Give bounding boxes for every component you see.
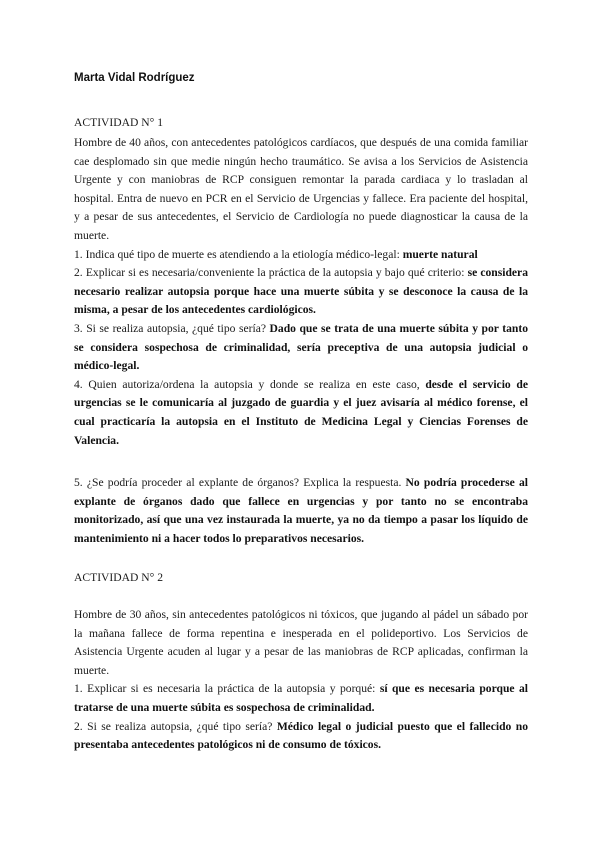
activity-1-case: Hombre de 40 años, con antecedentes patológicos cardíacos, que después de una comida familiar cae desplomado sin que medie ningún hecho traumático. Se avisa a los Servicios de Asistencia Urgente y con maniobras de RCP consiguen remontar la parada cardiaca y lo trasladan al hospital. Entra de nuevo en PCR en el Servicio de Urgencias y fallece. Era paciente del hospital, y a pesar de sus antecedentes, el Servicio de Cardiología no puede diagnosticar la causa de la muerte.	[74, 136, 528, 242]
activity-2-question-1	[74, 680, 528, 717]
activity-2-question-2	[74, 718, 528, 755]
activity-1-body	[74, 134, 528, 450]
activity-1-question-1	[74, 246, 528, 265]
answer-text: se considera necesario realizar autopsia porque hace una muerte súbita y se desconoce la causa de la misma, a pesar de los antecedentes cardiológicos.	[74, 266, 528, 317]
answer-text: sí que es necesaria porque al tratarse de una muerte súbita es sospechosa de criminalidad.	[74, 682, 528, 714]
answer-text: Médico legal o judicial puesto que el fallecido no presentaba antecedentes patológicos ni de consumo de tóxicos.	[74, 719, 528, 752]
author-name: Marta Vidal Rodríguez	[74, 72, 195, 84]
question-text: 5. ¿Se podría proceder al explante de órganos? Explica la respuesta.	[74, 476, 406, 489]
activity-1-question-5	[74, 474, 528, 548]
activity-2-body	[74, 606, 528, 755]
question-text: 1. Indica qué tipo de muerte es atendiendo a la etiología médico-legal:	[74, 247, 403, 261]
answer-text: Dado que se trata de una muerte súbita y por tanto se considera sospechosa de criminalidad, sería preceptiva de una autopsia judicial o médico-legal.	[74, 321, 528, 373]
activity-2-case: Hombre de 30 años, sin antecedentes patológicos ni tóxicos, que jugando al pádel un sábado por la mañana fallece de forma repentina e inesperada en el polideportivo. Los Servicios de Asistencia Urgente acuden al lugar y a pesar de las maniobras de RCP aplicadas, confirman la muerte.	[74, 608, 528, 677]
activity-1-heading: ACTIVIDAD N° 1	[74, 116, 164, 129]
activity-1-question-4	[74, 376, 528, 450]
question-text: 3. Si se realiza autopsia, ¿qué tipo sería?	[74, 321, 270, 335]
answer-text: No podría procederse al explante de órganos dado que fallece en urgencias y por tanto no se encontraba monitorizado, así que una vez instaurada la muerte, ya no da tiempo a pasar los líquido de mantenimiento ni a hacer todos lo preparativos necesarios.	[74, 476, 528, 545]
question-text: 1. Explicar si es necesaria la práctica de la autopsia y porqué:	[74, 682, 380, 696]
activity-1-question-3	[74, 320, 528, 376]
question-text: 2. Explicar si es necesaria/conveniente la práctica de la autopsia y bajo qué criterio:	[74, 266, 468, 280]
activity-2-heading: ACTIVIDAD N° 2	[74, 571, 164, 584]
activity-1-question-5-block	[74, 474, 528, 548]
question-text: 4. Quien autoriza/ordena la autopsia y donde se realiza en este caso,	[74, 377, 426, 391]
question-text: 2. Si se realiza autopsia, ¿qué tipo sería?	[74, 719, 277, 733]
answer-text: desde el servicio de urgencias se le comunicaría al juzgado de guardia y el juez avisaría al médico forense, el cual practicaría la autopsia en el Instituto de Medicina Legal y Ciencias Forenses de Valencia.	[74, 377, 528, 447]
activity-1-question-2	[74, 264, 528, 320]
answer-text: muerte natural	[402, 247, 478, 261]
